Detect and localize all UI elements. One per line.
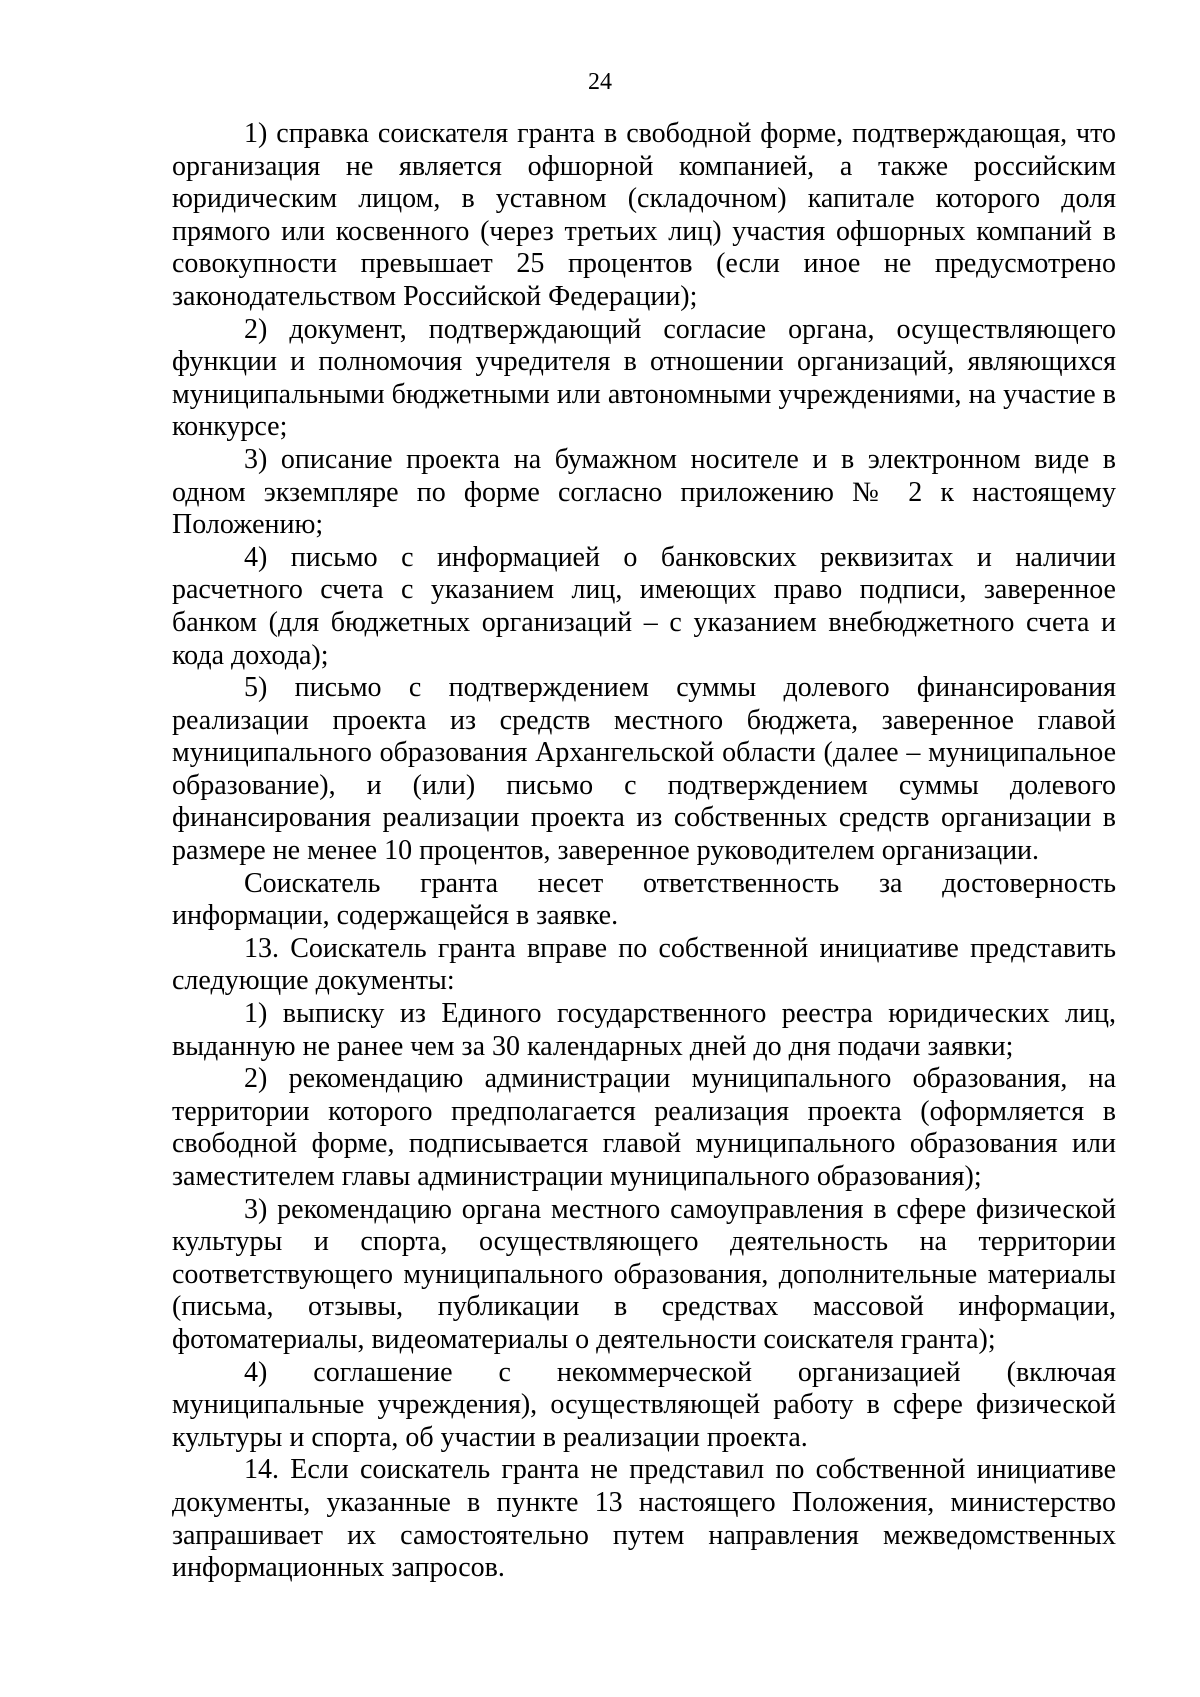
paragraph-applicant-responsibility: Соискатель гранта несет ответственность за достоверность информации, содержащейся в заявке.	[172, 867, 1116, 932]
paragraph-clause-13-item-1: 1) выписку из Единого государственного реестра юридических лиц, выданную не ранее чем за 30 календарных дней до дня подачи заявки;	[172, 998, 1116, 1062]
paragraph-clause-13-item-2: 2) рекомендацию администрации муниципального образования, на территории которого предполагается реализация проекта (оформляется в свободной форме, подписывается главой муниципального образования или заместителем главы администрации муниципального образования);	[172, 1063, 1116, 1192]
paragraph-clause-13-item-4: 4) соглашение с некоммерческой организацией (включая муниципальные учреждения), осуществляющей работу в сфере физической культуры и спорта, об участии в реализации проекта.	[172, 1356, 1116, 1453]
paragraph-clause-13-item-3: 3) рекомендацию органа местного самоуправления в сфере физической культуры и спорта, осуществляющего деятельность на территории соответствующего муниципального образования, дополнительные материалы (письма, отзывы, публикации в средствах массовой информации, фотоматериалы, видеоматериалы о деятельности соискателя гранта);	[172, 1193, 1116, 1355]
paragraph-item-1-offshore-certificate: 1) справка соискателя гранта в свободной форме, подтверждающая, что организация не является офшорной компанией, а также российским юридическим лицом, в уставном (складочном) капитале которого доля прямого или косвенного (через третьих лиц) участия офшорных компаний в совокупности превышает 25 процентов (если иное не предусмотрено законодательством Российской Федерации);	[172, 118, 1116, 312]
paragraph-item-2-founder-consent: 2) документ, подтверждающий согласие органа, осуществляющего функции и полномочия учредителя в отношении организаций, являющихся муниципальными бюджетными или автономными учреждениями, на участие в конкурсе;	[172, 313, 1116, 443]
document-body	[172, 118, 1116, 1585]
paragraph-clause-14: 14. Если соискатель гранта не представил по собственной инициативе документы, указанные в пункте 13 настоящего Положения, министерство запрашивает их самостоятельно путем направления межведомственных информационных запросов.	[172, 1454, 1116, 1584]
paragraph-item-5-cofinancing-letter: 5) письмо с подтверждением суммы долевого финансирования реализации проекта из средств местного бюджета, заверенное главой муниципального образования Архангельской области (далее – муниципальное образование), и (или) письмо с подтверждением суммы долевого финансирования реализации проекта из собственных средств организации в размере не менее 10 процентов, заверенное руководителем организации.	[172, 672, 1116, 867]
paragraph-clause-13: 13. Соискатель гранта вправе по собственной инициативе представить следующие документы:	[172, 932, 1116, 997]
page-number: 24	[588, 69, 612, 95]
paragraph-item-4-bank-details-letter: 4) письмо с информацией о банковских реквизитах и наличии расчетного счета с указанием лиц, имеющих право подписи, заверенное банком (для бюджетных организаций – с указанием внебюджетного счета и кода дохода);	[172, 541, 1116, 671]
paragraph-item-3-project-description: 3) описание проекта на бумажном носителе и в электронном виде в одном экземпляре по форме согласно приложению № 2 к настоящему Положению;	[172, 443, 1116, 541]
